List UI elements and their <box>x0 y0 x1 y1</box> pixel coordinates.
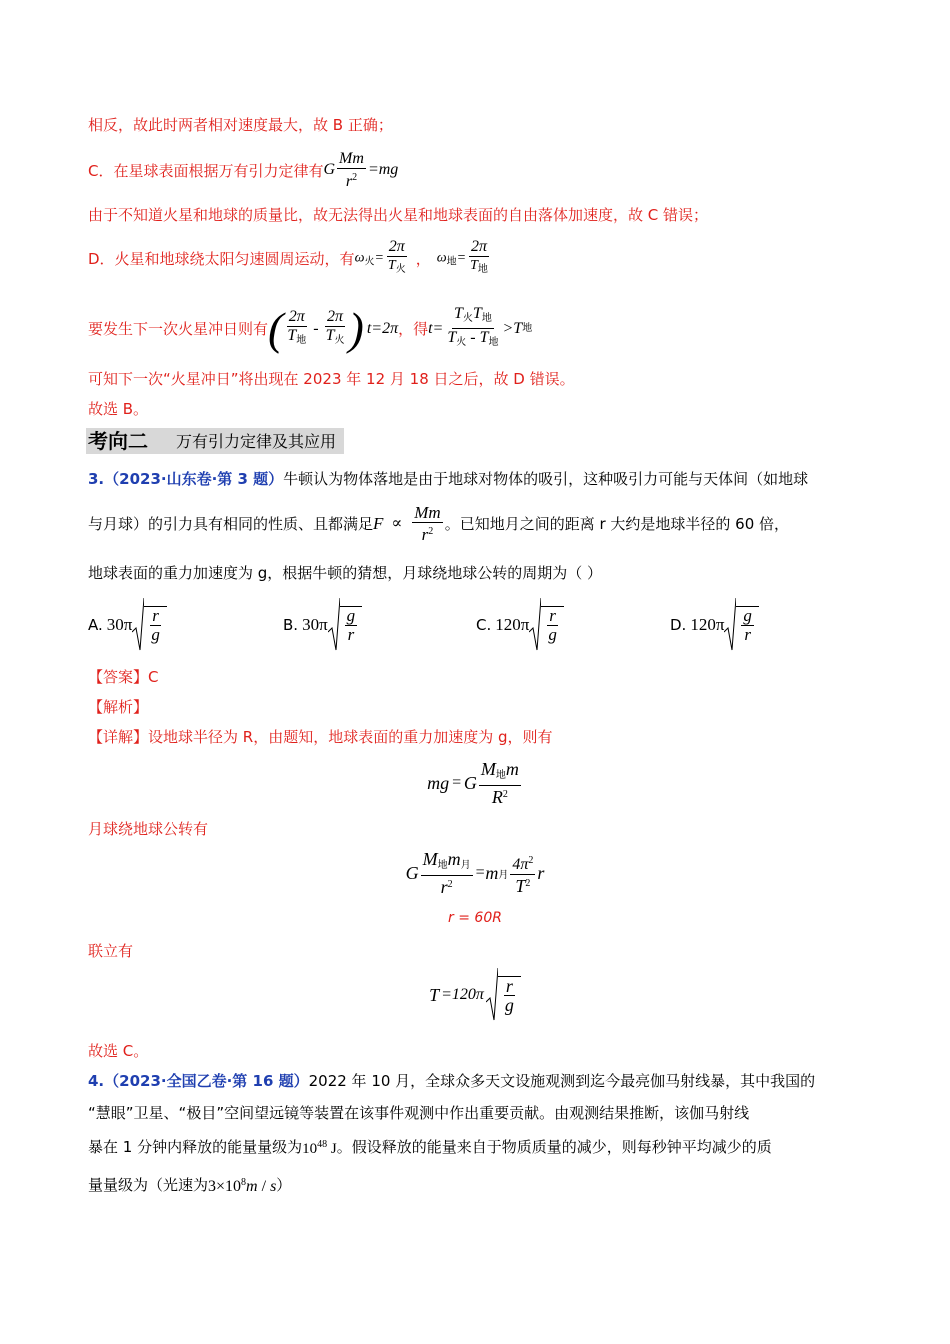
q4-text-1: 2022 年 10 月，全球众多天文设施观测到迄今最亮伽马射线暴，其中我国的 <box>308 1072 816 1090</box>
q3-text-2a: 与月球）的引力具有相同的性质、且都满足 <box>88 515 374 533</box>
choose-c: 故选 C。 <box>88 1042 149 1060</box>
radius-relation: r = 60R <box>448 910 502 926</box>
section-tag: 考向二 <box>88 429 148 453</box>
option-numerator: r <box>152 606 159 625</box>
option-denominator: g <box>151 625 160 644</box>
option-denominator: g <box>548 625 557 644</box>
sqrt-sign <box>328 598 363 652</box>
option-numerator: g <box>346 606 356 625</box>
solution-line-d2 <box>88 302 533 354</box>
q4-line-2: “慧眼”卫星、“极目”空间望远镜等装置在该事件观测中作出重要贡献。由观测结果推断，该伽马射线 <box>88 1104 750 1122</box>
option-label: A. <box>88 616 103 634</box>
joint-text: 联立有 <box>88 942 134 960</box>
option-coefficient: 120π <box>690 615 725 634</box>
conjunction-formula: ( $\frac{2\pi}{T_地}$ - $\frac{2\pi}{T_火}$ ) t =2π <box>268 302 399 354</box>
solution-line-c <box>88 150 398 191</box>
q3-line-2 <box>88 504 789 544</box>
option-numerator: g <box>743 606 752 625</box>
q4-line-3 <box>88 1134 772 1160</box>
detail-line: 【详解】设地球半径为 R，由题知，地球表面的重力加速度为 g，则有 <box>88 728 553 746</box>
q4-close-paren: ） <box>276 1176 292 1194</box>
solution-line-c2: 由于不知道火星和地球的质量比，故无法得出火星和地球表面的自由落体加速度，故 C 错误； <box>88 206 709 224</box>
moon-orbit-text: 月球绕地球公转有 <box>88 820 209 838</box>
solution-line-d2-text: 要发生下一次火星冲日则有 <box>88 319 269 338</box>
sqrt-sign <box>724 598 759 652</box>
q4-line-1 <box>88 1070 815 1092</box>
solution-line-d-text: D．火星和地球绕太阳匀速圆周运动，有 <box>88 249 355 268</box>
option-label: C. <box>476 616 492 634</box>
q4-source: 4.（2023·全国乙卷·第 16 题） <box>88 1072 309 1090</box>
solution-choose-b: 故选 B。 <box>88 400 149 418</box>
light-speed-value: $3\times 10^8m / s$ <box>208 1177 277 1195</box>
solution-line-d: D．火星和地球绕太阳匀速圆周运动，有 $\omega_火=$ $\frac{2\pi}{T_火}$ ， $\omega_地=$ $\frac{2\pi}{T_地}$ <box>88 238 492 279</box>
option-a[interactable] <box>88 598 167 652</box>
sqrt-sign <box>529 598 564 652</box>
option-b[interactable] <box>283 598 362 652</box>
q3-line-1 <box>88 468 808 490</box>
q4-text-3b: 。假设释放的能量来自于物质质量的减少，则每秒钟平均减少的质 <box>336 1138 772 1156</box>
omega-earth-formula: $\omega_地=$ $\frac{2\pi}{T_地}$ <box>436 238 488 275</box>
option-coefficient: 30π <box>106 615 133 634</box>
q4-text-3a: 暴在 1 分钟内释放的能量量级为 <box>88 1138 303 1156</box>
solution-line-c-text: C．在星球表面根据万有引力定律有 <box>88 161 324 180</box>
analysis-label: 【解析】 <box>88 698 149 716</box>
energy-value: $10^{48}$ J <box>302 1139 337 1157</box>
q3-source: 3.（2023·山东卷·第 3 题） <box>88 470 284 488</box>
section-title: 万有引力定律及其应用 <box>176 432 337 451</box>
proportional-formula: F ∝ $\frac{Mm}{r^2}$ <box>373 503 441 544</box>
option-label: B. <box>283 616 299 634</box>
gravity-formula: G $\frac{Mm}{r^2}$ =mg <box>323 150 399 190</box>
q3-line-3: 地球表面的重力加速度为 g，根据牛顿的猜想，月球绕地球公转的周期为（ ） <box>88 564 603 582</box>
option-coefficient: 30π <box>302 615 328 634</box>
option-d[interactable] <box>670 598 759 652</box>
option-label: D. <box>670 616 687 634</box>
answer-label: 【答案】C <box>88 668 159 686</box>
solution-line-conclusion: 可知下一次“火星冲日”将出现在 2023 年 12 月 18 日之后，故 D 错误。 <box>88 370 575 388</box>
result-formula: T =120π $\frac{r}{g}$ <box>0 968 950 1022</box>
surface-gravity-formula: mg = G $\frac{M_地m}{R^2}$ <box>427 759 519 807</box>
q4-text-4: 量量级为（光速为 <box>88 1176 209 1194</box>
period-formula: t= $\frac{T_火T_地}{T_火 - T_地}$ > T 地 <box>428 305 533 348</box>
solution-line-d2-mid: ，得 <box>398 319 429 338</box>
sqrt-sign <box>132 598 167 652</box>
q3-text-1: 牛顿认为物体落地是由于地球对物体的吸引，这种吸引力可能与天体间（如地球 <box>283 470 809 488</box>
omega-formulas: $\omega_火=$ $\frac{2\pi}{T_火}$ <box>354 238 406 275</box>
q3-text-2b: 。已知地月之间的距离 r 大约是地球半径的 60 倍， <box>444 515 790 533</box>
option-coefficient: 120π <box>495 615 530 634</box>
orbit-formula: G $\frac{M_地m_月}{r^2}$ = m 月 $\frac{4\pi^2}{T^2}$ r <box>405 849 545 897</box>
q4-line-4 <box>88 1172 291 1198</box>
option-numerator: r <box>549 606 556 625</box>
option-denominator: r <box>744 625 751 644</box>
section-header <box>86 428 344 454</box>
solution-line-b: 相反，故此时两者相对速度最大，故 B 正确； <box>88 116 393 134</box>
option-c[interactable] <box>476 598 564 652</box>
option-denominator: r <box>347 625 355 644</box>
